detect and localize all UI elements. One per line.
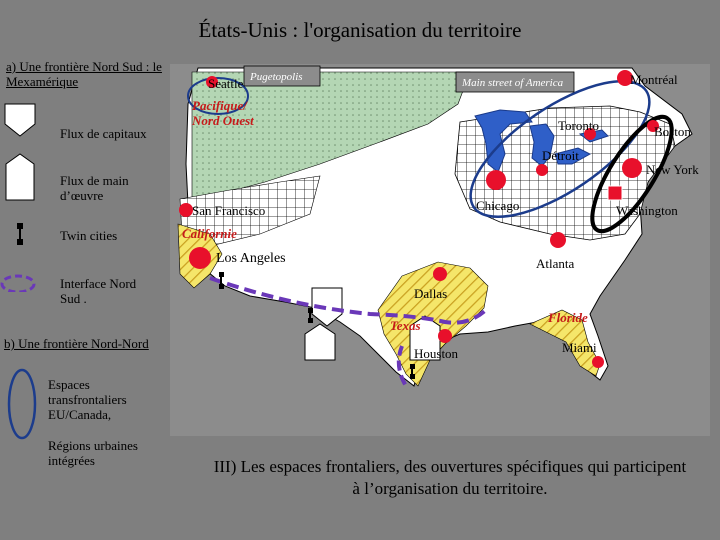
map-area bbox=[170, 64, 710, 436]
usa-map bbox=[170, 64, 710, 436]
label-dallas: Dallas bbox=[414, 286, 448, 301]
city-dot-atlanta bbox=[550, 232, 566, 248]
cross-border-ellipse-icon bbox=[9, 370, 35, 438]
label-pacific bbox=[191, 98, 254, 128]
legend-cross-border: Espaces transfrontaliers EU/Canada, bbox=[48, 377, 127, 422]
legend-integrated: Régions urbaines intégrées bbox=[48, 438, 138, 468]
legend-capital-flow: Flux de capitaux bbox=[60, 126, 147, 141]
city-dot-miami bbox=[592, 356, 604, 368]
main-street-label: Main street of America bbox=[462, 77, 564, 89]
label-miami: Miami bbox=[562, 340, 597, 355]
label-pacific-text: Pacifique/ bbox=[192, 98, 247, 113]
label-los-angeles: Los Angeles bbox=[216, 251, 286, 266]
label-detroit: Détroit bbox=[542, 148, 579, 163]
label-new-york: New York bbox=[646, 162, 699, 177]
legend-symbols-b bbox=[4, 366, 48, 456]
label-florida: Floride bbox=[548, 310, 588, 325]
label-boston: Boston bbox=[654, 124, 691, 139]
label-chicago: Chicago bbox=[476, 198, 520, 213]
label-atlanta: Atlanta bbox=[536, 256, 575, 271]
legend-section-a: a) Une frontière Nord Sud : le Mexamérique bbox=[6, 59, 162, 89]
city-dot-san-francisco bbox=[179, 203, 193, 217]
city-dot-detroit bbox=[536, 164, 548, 176]
label-toronto: Toronto bbox=[558, 118, 599, 133]
city-dot-dallas bbox=[433, 267, 447, 281]
label-montreal: Montréal bbox=[630, 72, 678, 87]
label-pacific-line2: Nord Ouest bbox=[192, 113, 254, 128]
legend-twin-cities: Twin cities bbox=[60, 228, 118, 243]
capital-flow-arrow-icon bbox=[5, 104, 35, 136]
city-dot-houston bbox=[438, 329, 452, 343]
city-dot-los-angeles bbox=[189, 247, 211, 269]
label-houston: Houston bbox=[414, 346, 459, 361]
label-seattle: Seattle bbox=[208, 76, 244, 91]
interface-dashed-ellipse-icon bbox=[2, 276, 34, 292]
label-california: Californie bbox=[182, 226, 237, 241]
map-title: États-Unis : l'organisation du territoire bbox=[198, 18, 522, 42]
city-dot-new-york bbox=[622, 158, 642, 178]
city-dot-chicago bbox=[486, 170, 506, 190]
label-san-francisco: San Francisco bbox=[192, 203, 266, 218]
labor-flow-arrow-tx bbox=[305, 324, 335, 360]
city-dot-washington bbox=[608, 186, 622, 200]
legend-section-b: b) Une frontière Nord-Nord bbox=[4, 336, 149, 351]
legend-interface: Interface Nord Sud . bbox=[60, 276, 137, 306]
legend-symbols bbox=[0, 102, 44, 292]
label-texas: Texas bbox=[390, 318, 421, 333]
pugetopolis-label: Pugetopolis bbox=[250, 71, 303, 83]
labor-flow-arrow-icon bbox=[6, 154, 34, 200]
twin-cities-icon bbox=[17, 223, 23, 245]
footer-caption: III) Les espaces frontaliers, des ouvertures spécifiques qui participent à l’organisation du territoire. bbox=[213, 457, 687, 498]
legend-labor-flow: Flux de main d’œuvre bbox=[60, 173, 129, 203]
label-washington: Washington bbox=[616, 203, 678, 218]
twin-cities-marker-2 bbox=[308, 308, 313, 323]
legend bbox=[0, 56, 166, 540]
